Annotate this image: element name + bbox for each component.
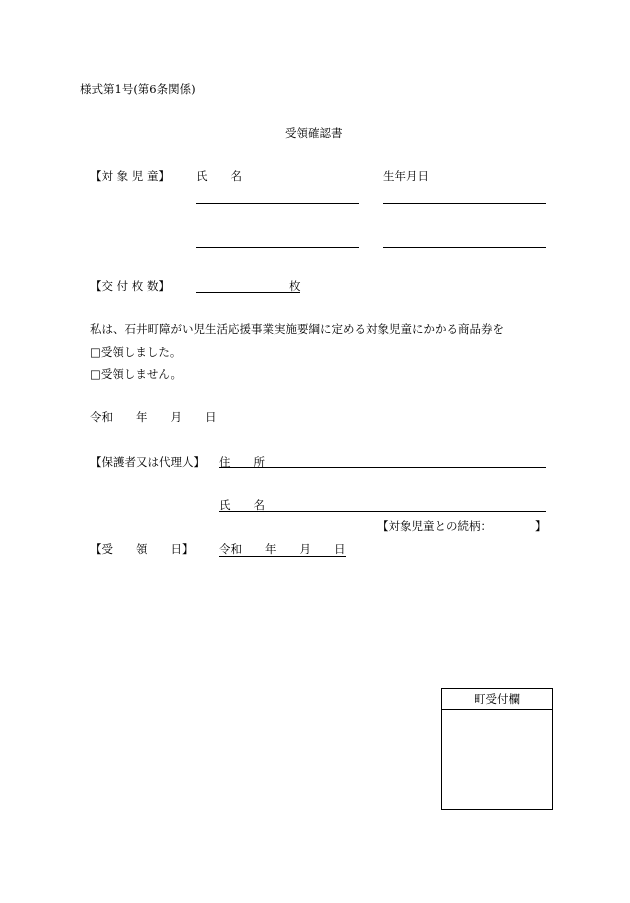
town-reception-header: 町受付欄 — [442, 689, 552, 710]
statement-text: 私は、石井町障がい児生活応援事業実施要綱に定める対象児童にかかる商品券を — [90, 322, 504, 336]
date-line: 令和 年 月 日 — [90, 410, 217, 424]
child-name-field-1[interactable] — [196, 203, 359, 204]
ticket-count-field[interactable] — [196, 292, 300, 293]
guardian-address-field[interactable] — [219, 467, 546, 468]
town-reception-box — [441, 688, 553, 810]
child-section-label: 【対 象 児 童】 — [90, 169, 170, 183]
option-not-received[interactable]: □受領しません。 — [90, 367, 183, 381]
child-name-field-2[interactable] — [196, 247, 359, 248]
child-name-label: 氏 名 — [196, 169, 242, 183]
receipt-date-label: 【受 領 日】 — [90, 542, 194, 556]
guardian-name-label: 氏 名 — [219, 498, 265, 512]
receipt-date-value[interactable]: 令和 年 月 日 — [219, 542, 346, 556]
guardian-name-field[interactable] — [219, 511, 546, 512]
child-birth-label: 生年月日 — [383, 169, 429, 183]
ticket-unit: 枚 — [289, 279, 301, 293]
relation-close: 】 — [535, 519, 547, 533]
document-title: 受領確認書 — [285, 126, 343, 140]
form-number: 様式第1号(第6条関係) — [80, 82, 196, 96]
guardian-section-label: 【保護者又は代理人】 — [90, 455, 205, 469]
guardian-address-label: 住 所 — [219, 455, 265, 469]
child-birth-field-2[interactable] — [383, 247, 546, 248]
option-received[interactable]: □受領しました。 — [90, 345, 182, 359]
relation-label: 【対象児童との続柄： — [377, 519, 492, 533]
child-birth-field-1[interactable] — [383, 203, 546, 204]
ticket-count-label: 【交 付 枚 数】 — [90, 279, 170, 293]
